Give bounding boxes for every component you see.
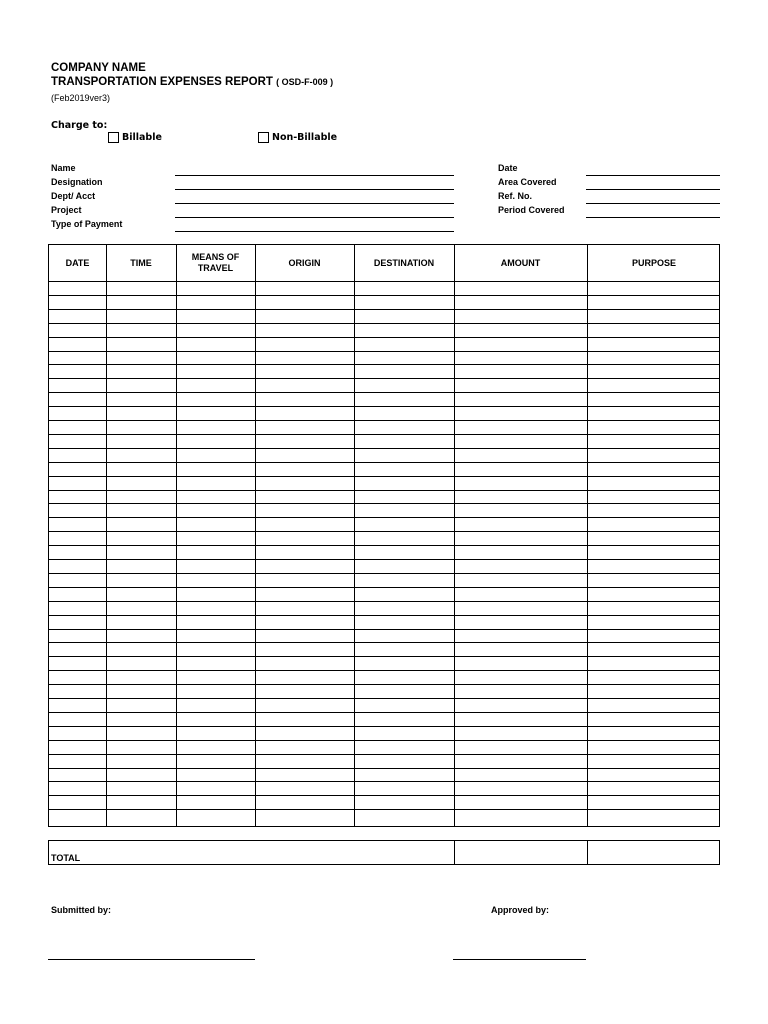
row-divider <box>49 740 719 741</box>
row-divider <box>49 629 719 630</box>
row-divider <box>49 587 719 588</box>
field-input-line[interactable] <box>586 189 720 190</box>
company-name: COMPANY NAME <box>51 62 146 74</box>
field-input-line[interactable] <box>586 175 720 176</box>
header-col-origin: ORIGIN <box>288 257 321 268</box>
row-divider <box>49 364 719 365</box>
submitted-signature-line[interactable] <box>48 959 255 960</box>
row-divider <box>49 392 719 393</box>
field-label-left: Name <box>51 163 76 173</box>
row-divider <box>49 670 719 671</box>
submitted-by-label: Submitted by: <box>51 905 111 915</box>
row-divider <box>49 503 719 504</box>
row-divider <box>49 754 719 755</box>
row-divider <box>49 406 719 407</box>
field-input-line[interactable] <box>175 217 454 218</box>
field-input-line[interactable] <box>586 217 720 218</box>
row-divider <box>49 531 719 532</box>
total-row <box>48 840 720 865</box>
header-col-date: DATE <box>65 257 90 268</box>
row-divider <box>49 809 719 810</box>
billable-checkbox[interactable] <box>108 132 119 143</box>
header-col-purpose: PURPOSE <box>631 257 676 268</box>
row-divider <box>49 448 719 449</box>
row-divider <box>49 545 719 546</box>
billable-option[interactable] <box>108 132 162 143</box>
row-divider <box>49 601 719 602</box>
row-divider <box>49 615 719 616</box>
form-version: (Feb2019ver3) <box>51 93 111 103</box>
field-input-line[interactable] <box>586 203 720 204</box>
row-divider <box>49 337 719 338</box>
row-divider <box>49 434 719 435</box>
billable-label: Billable <box>122 132 162 143</box>
non-billable-option[interactable] <box>258 132 337 143</box>
header-col-amount: AMOUNT <box>500 257 541 268</box>
row-divider <box>49 476 719 477</box>
row-divider <box>49 559 719 560</box>
row-divider <box>49 781 719 782</box>
row-divider <box>49 490 719 491</box>
field-label-left: Type of Payment <box>51 219 123 229</box>
non-billable-label: Non-Billable <box>272 132 338 143</box>
total-divider <box>587 841 588 864</box>
header-col-destination: DESTINATION <box>373 257 435 268</box>
total-divider <box>454 841 455 864</box>
row-divider <box>49 281 719 282</box>
report-title-text: TRANSPORTATION EXPENSES REPORT <box>51 76 273 88</box>
row-divider <box>49 726 719 727</box>
row-divider <box>49 795 719 796</box>
field-label-right: Date <box>498 163 518 173</box>
header-col-time: TIME <box>130 257 152 268</box>
form-code: ( OSD-F-009 ) <box>276 77 334 87</box>
field-label-right: Period Covered <box>498 205 565 215</box>
field-input-line[interactable] <box>175 189 454 190</box>
row-divider <box>49 420 719 421</box>
non-billable-checkbox[interactable] <box>258 132 269 143</box>
row-divider <box>49 698 719 699</box>
row-divider <box>49 517 719 518</box>
field-input-line[interactable] <box>175 231 454 232</box>
field-label-right: Area Covered <box>498 177 557 187</box>
approved-signature-line[interactable] <box>453 959 586 960</box>
charge-to-label: Charge to: <box>51 120 108 131</box>
field-label-left: Designation <box>51 177 103 187</box>
field-input-line[interactable] <box>175 203 454 204</box>
row-divider <box>49 295 719 296</box>
field-label-left: Project <box>51 205 82 215</box>
row-divider <box>49 684 719 685</box>
row-divider <box>49 712 719 713</box>
expenses-table <box>48 244 720 827</box>
row-divider <box>49 768 719 769</box>
row-divider <box>49 323 719 324</box>
report-title <box>51 76 333 88</box>
approved-by-label: Approved by: <box>491 905 550 915</box>
field-label-right: Ref. No. <box>498 191 533 201</box>
field-input-line[interactable] <box>175 175 454 176</box>
row-divider <box>49 351 719 352</box>
row-divider <box>49 656 719 657</box>
row-divider <box>49 642 719 643</box>
field-label-left: Dept/ Acct <box>51 191 96 201</box>
row-divider <box>49 309 719 310</box>
row-divider <box>49 573 719 574</box>
row-divider <box>49 462 719 463</box>
row-divider <box>49 378 719 379</box>
header-col-means: MEANS OF TRAVEL <box>191 252 240 273</box>
total-label: TOTAL <box>51 853 81 863</box>
